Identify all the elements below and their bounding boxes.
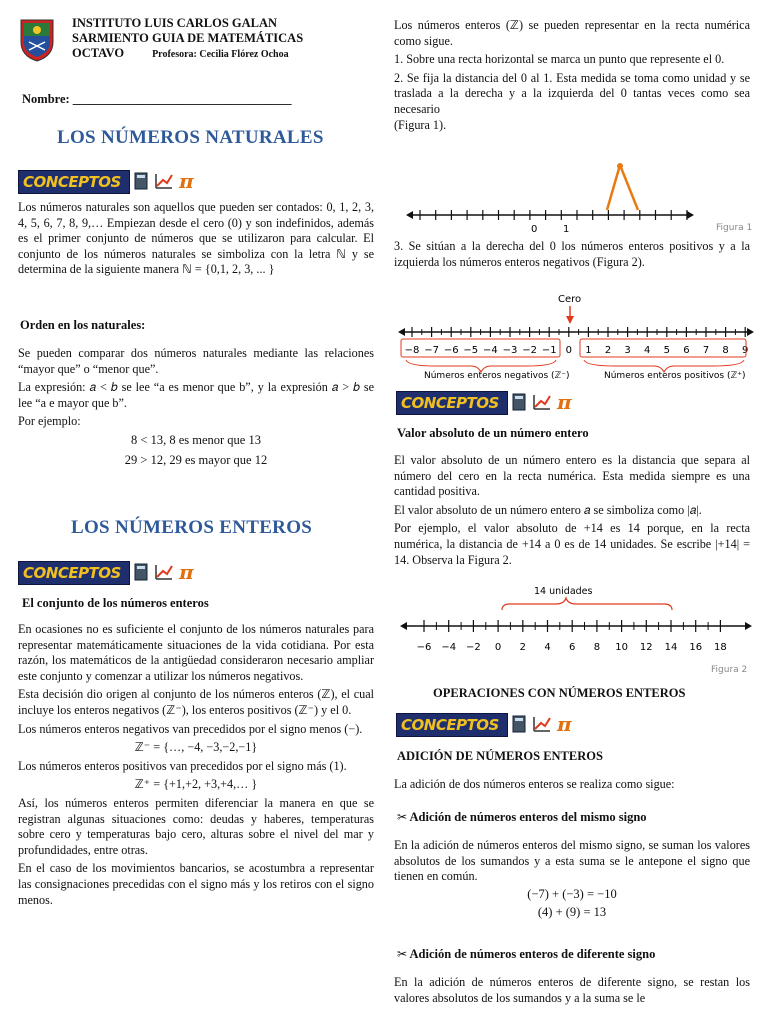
fig1-label-1: 1 <box>563 224 570 235</box>
fig2-tick-label: 1 <box>585 345 592 356</box>
fig3-tick-label: −4 <box>441 642 457 653</box>
numline-step-2: 2. Se fija la distancia del 0 al 1. Esta medida se toma como unidad y se traslada a la derecha y a la izquierda del 0 tantas veces como sea necesario <box>394 70 750 116</box>
heading-adicion: ADICIÓN DE NÚMEROS ENTEROS <box>397 749 603 763</box>
concept-box <box>396 391 508 415</box>
graph-icon <box>532 393 552 411</box>
svg-text:π: π <box>179 172 194 190</box>
example-eq-1: 8 < 13, 8 es menor que 13 <box>131 432 261 447</box>
fig2-tick-label: −1 <box>541 345 557 356</box>
figure-1-number-line <box>400 160 752 240</box>
different-sign-paragraph: En la adición de números enteros de diferente signo, se restan los valores absolutos de los sumandos y a la suma se le <box>394 975 750 1005</box>
fig2-tick-label: 3 <box>624 345 631 356</box>
fig2-positive-label: Números enteros positivos (ℤ⁺) <box>604 371 746 380</box>
subheading-orden: Orden en los naturales: <box>20 318 146 332</box>
svg-text:π: π <box>557 715 572 733</box>
subheading-mismo-signo-text: Adición de números enteros del mismo signo <box>409 810 647 824</box>
absolute-value-section <box>394 453 750 568</box>
subheading-diferente-signo-text: Adición de números enteros de diferente signo <box>409 947 656 961</box>
fig2-tick-label: 4 <box>644 345 651 356</box>
book-icon <box>132 172 150 190</box>
numline-step-3: 3. Se sitúan a la derecha del 0 los números enteros positivos y a la izquierda los números enteros negativos (Figura 2). <box>394 239 750 269</box>
name-field-label: Nombre: ___________________________________ <box>22 92 292 106</box>
tools-icon: ✂ <box>397 947 408 961</box>
abs-paragraph-1: El valor absoluto de un número entero es la distancia que separa al número del cero en la recta numérica. Esta medida siempre es una cantidad positiva. <box>394 453 750 499</box>
fig3-tick-label: −2 <box>466 642 481 653</box>
integers-paragraph-5: Así, los números enteros permiten diferenciar la manera en que se registran algunas situaciones como: deudas y haberes, temperaturas sobre cero y temperaturas bajo cero, alturas sobre el nivel del mar y profundidades, entre otras. <box>18 795 374 857</box>
concept-box <box>18 561 130 585</box>
pi-icon <box>556 393 576 411</box>
different-sign-section <box>394 975 750 1006</box>
teacher-label: Profesora: Cecilia Flórez Ochoa <box>152 49 289 60</box>
concept-box <box>396 713 508 737</box>
graph-icon <box>532 715 552 733</box>
header-text <box>72 16 303 62</box>
numline-step-1: 1. Sobre una recta horizontal se marca un punto que represente el 0. <box>394 52 725 67</box>
fig3-tick-label: −6 <box>416 642 432 653</box>
integers-paragraph-2: Esta decisión dio origen al conjunto de los números enteros (ℤ), el cual incluye los enteros negativos (ℤ⁻), los enteros positivos (ℤ⁻) y el 0. <box>18 687 374 717</box>
school-name-line2: SARMIENTO GUIA DE MATEMÁTICAS <box>72 31 304 45</box>
integers-section <box>18 622 374 908</box>
figure-3-number-line <box>398 580 754 676</box>
fig3-tick-label: 6 <box>569 642 576 653</box>
subheading-diferente-signo <box>397 947 655 962</box>
heading-operaciones: OPERACIONES CON NÚMEROS ENTEROS <box>433 686 686 700</box>
svg-text:π: π <box>179 563 194 581</box>
grade-label: OCTAVO <box>72 46 125 60</box>
pi-icon <box>178 172 198 190</box>
order-paragraph-2: La expresión: 𝑎 < 𝑏 se lee “a es menor que b”, y la expresión 𝑎 > 𝑏 se lee “a e mayor que b”. <box>18 380 374 410</box>
book-icon <box>510 715 528 733</box>
book-icon <box>510 393 528 411</box>
fig2-tick-label: −5 <box>463 345 479 356</box>
integers-paragraph-6: En el caso de los movimientos bancarios, se acostumbra a representar las consignaciones precedidas con el signo más y los retiros con el signo menos. <box>18 861 374 907</box>
integers-paragraph-4: Los números enteros positivos van precedidos por el signo más (1). <box>18 758 347 773</box>
graph-icon <box>154 563 174 581</box>
fig2-tick-label: −4 <box>483 345 498 356</box>
fig1-label-0: 0 <box>531 224 538 235</box>
fig2-tick-label: 0 <box>565 345 572 356</box>
integers-paragraph-3: Los números enteros negativos van precedidos por el signo menos (−). <box>18 721 363 736</box>
number-line-section <box>394 18 750 133</box>
fig2-tick-label: −6 <box>443 345 459 356</box>
fig2-tick-label: 7 <box>702 345 710 356</box>
subheading-mismo-signo <box>397 810 647 825</box>
graph-icon <box>154 172 174 190</box>
title-enteros: LOS NÚMEROS ENTEROS <box>71 517 313 538</box>
same-sign-section <box>394 838 750 921</box>
header <box>18 14 374 74</box>
addition-intro-paragraph: La adición de dos números enteros se realiza como sigue: <box>394 777 675 791</box>
concept-box <box>18 170 130 194</box>
abs-paragraph-2: El valor absoluto de un número entero 𝑎 se simboliza como |𝑎|. <box>394 502 702 517</box>
fig3-tick-label: 0 <box>494 642 502 653</box>
book-icon <box>132 563 150 581</box>
natural-numbers-section <box>18 200 374 278</box>
pi-icon <box>556 715 576 733</box>
fig3-tick-label: 2 <box>519 642 526 653</box>
example-eq-2: 29 > 12, 29 es mayor que 12 <box>124 452 268 467</box>
concept-label: CONCEPTOS <box>401 716 499 734</box>
fig3-tick-label: 16 <box>689 642 703 653</box>
order-section <box>18 346 374 468</box>
order-paragraph-1: Se pueden comparar dos números naturales mediante las relaciones “mayor que” o “menor que”. <box>18 346 374 376</box>
same-sign-paragraph: En la adición de números enteros del mismo signo, se suman los valores absolutos de los sumandos y a esta suma se le antepone el signo que tienen en común. <box>394 838 750 884</box>
fig2-tick-label: 2 <box>604 345 612 356</box>
numline-step-2b: (Figura 1). <box>394 117 447 132</box>
order-paragraph-3: Por ejemplo: <box>18 414 81 429</box>
fig3-tick-label: 12 <box>639 642 653 653</box>
concept-label: CONCEPTOS <box>23 564 121 582</box>
fig3-tick-label: 18 <box>714 642 727 653</box>
same-sign-eq-2: (4) + (9) = 13 <box>537 905 607 920</box>
positive-set-eq: ℤ⁺ = {+1,+2, +3,+4,… } <box>134 777 258 792</box>
step-3-section <box>394 239 750 270</box>
fig3-caption: Figura 2 <box>711 665 748 675</box>
subheading-valor-absoluto: Valor absoluto de un número entero <box>397 426 589 440</box>
fig2-tick-label: −3 <box>502 345 518 356</box>
fig2-tick-label: 8 <box>722 345 729 356</box>
concept-label: CONCEPTOS <box>401 394 499 412</box>
pi-icon <box>178 563 198 581</box>
school-crest-icon <box>18 16 56 62</box>
concept-label: CONCEPTOS <box>23 173 121 191</box>
fig2-tick-label: 6 <box>683 345 690 356</box>
addition-intro <box>394 777 750 793</box>
fig2-tick-label: −8 <box>404 345 420 356</box>
fig2-negative-label: Números enteros negativos (ℤ⁻) <box>424 371 570 380</box>
fig3-tick-label: 4 <box>544 642 551 653</box>
fig3-brace-label: 14 unidades <box>534 586 593 597</box>
fig3-tick-label: 8 <box>593 642 601 653</box>
fig2-tick-label: 9 <box>742 345 749 356</box>
fig3-tick-label: 14 <box>664 642 678 653</box>
fig2-cero-label: Cero <box>558 294 582 305</box>
numline-intro: Los números enteros (ℤ) se pueden representar en la recta numérica como sigue. <box>394 18 750 48</box>
school-name-line1: INSTITUTO LUIS CARLOS GALAN <box>72 16 278 30</box>
fig3-tick-label: 10 <box>615 642 628 653</box>
fig1-caption: Figura 1 <box>716 223 752 233</box>
negative-set-eq: ℤ⁻ = {…, −4, −3,−2,−1} <box>134 740 258 755</box>
same-sign-eq-1: (−7) + (−3) = −10 <box>527 886 617 901</box>
svg-text:π: π <box>557 393 572 411</box>
figure-2-number-line <box>396 288 756 380</box>
subheading-conjunto-enteros: El conjunto de los números enteros <box>22 596 209 610</box>
naturales-paragraph: Los números naturales son aquellos que pueden ser contados: 0, 1, 2, 3, 4, 5, 6, 7, 8, 9,… Empiezan desde el cero (0) y son indefinidos, además es el primer conjunto de números que se utilizaron para calcular. El conjunto de los números naturales se simboliza con la letra ℕ y se determina de la siguiente manera ℕ = {0,1, 2, 3, ... } <box>18 200 374 277</box>
fig2-tick-label: −2 <box>522 345 537 356</box>
title-naturales: LOS NÚMEROS NATURALES <box>57 127 324 148</box>
fig2-tick-label: −7 <box>424 345 439 356</box>
tools-icon: ✂ <box>397 810 408 824</box>
integers-paragraph-1: En ocasiones no es suficiente el conjunto de los números naturales para representar matemáticamente situaciones de la vida cotidiana. Por esta razón, los matemáticos de la antigüedad consideraron necesario ampliar este conjunto y comenzar a utilizar los números negativos. <box>18 622 374 683</box>
fig2-tick-label: 5 <box>663 345 670 356</box>
abs-paragraph-3: Por ejemplo, el valor absoluto de +14 es 14 porque, en la recta numérica, la distancia de +14 a 0 es de 14 unidades. Se escribe |+14| = 14. Observa la Figura 2. <box>394 521 750 567</box>
